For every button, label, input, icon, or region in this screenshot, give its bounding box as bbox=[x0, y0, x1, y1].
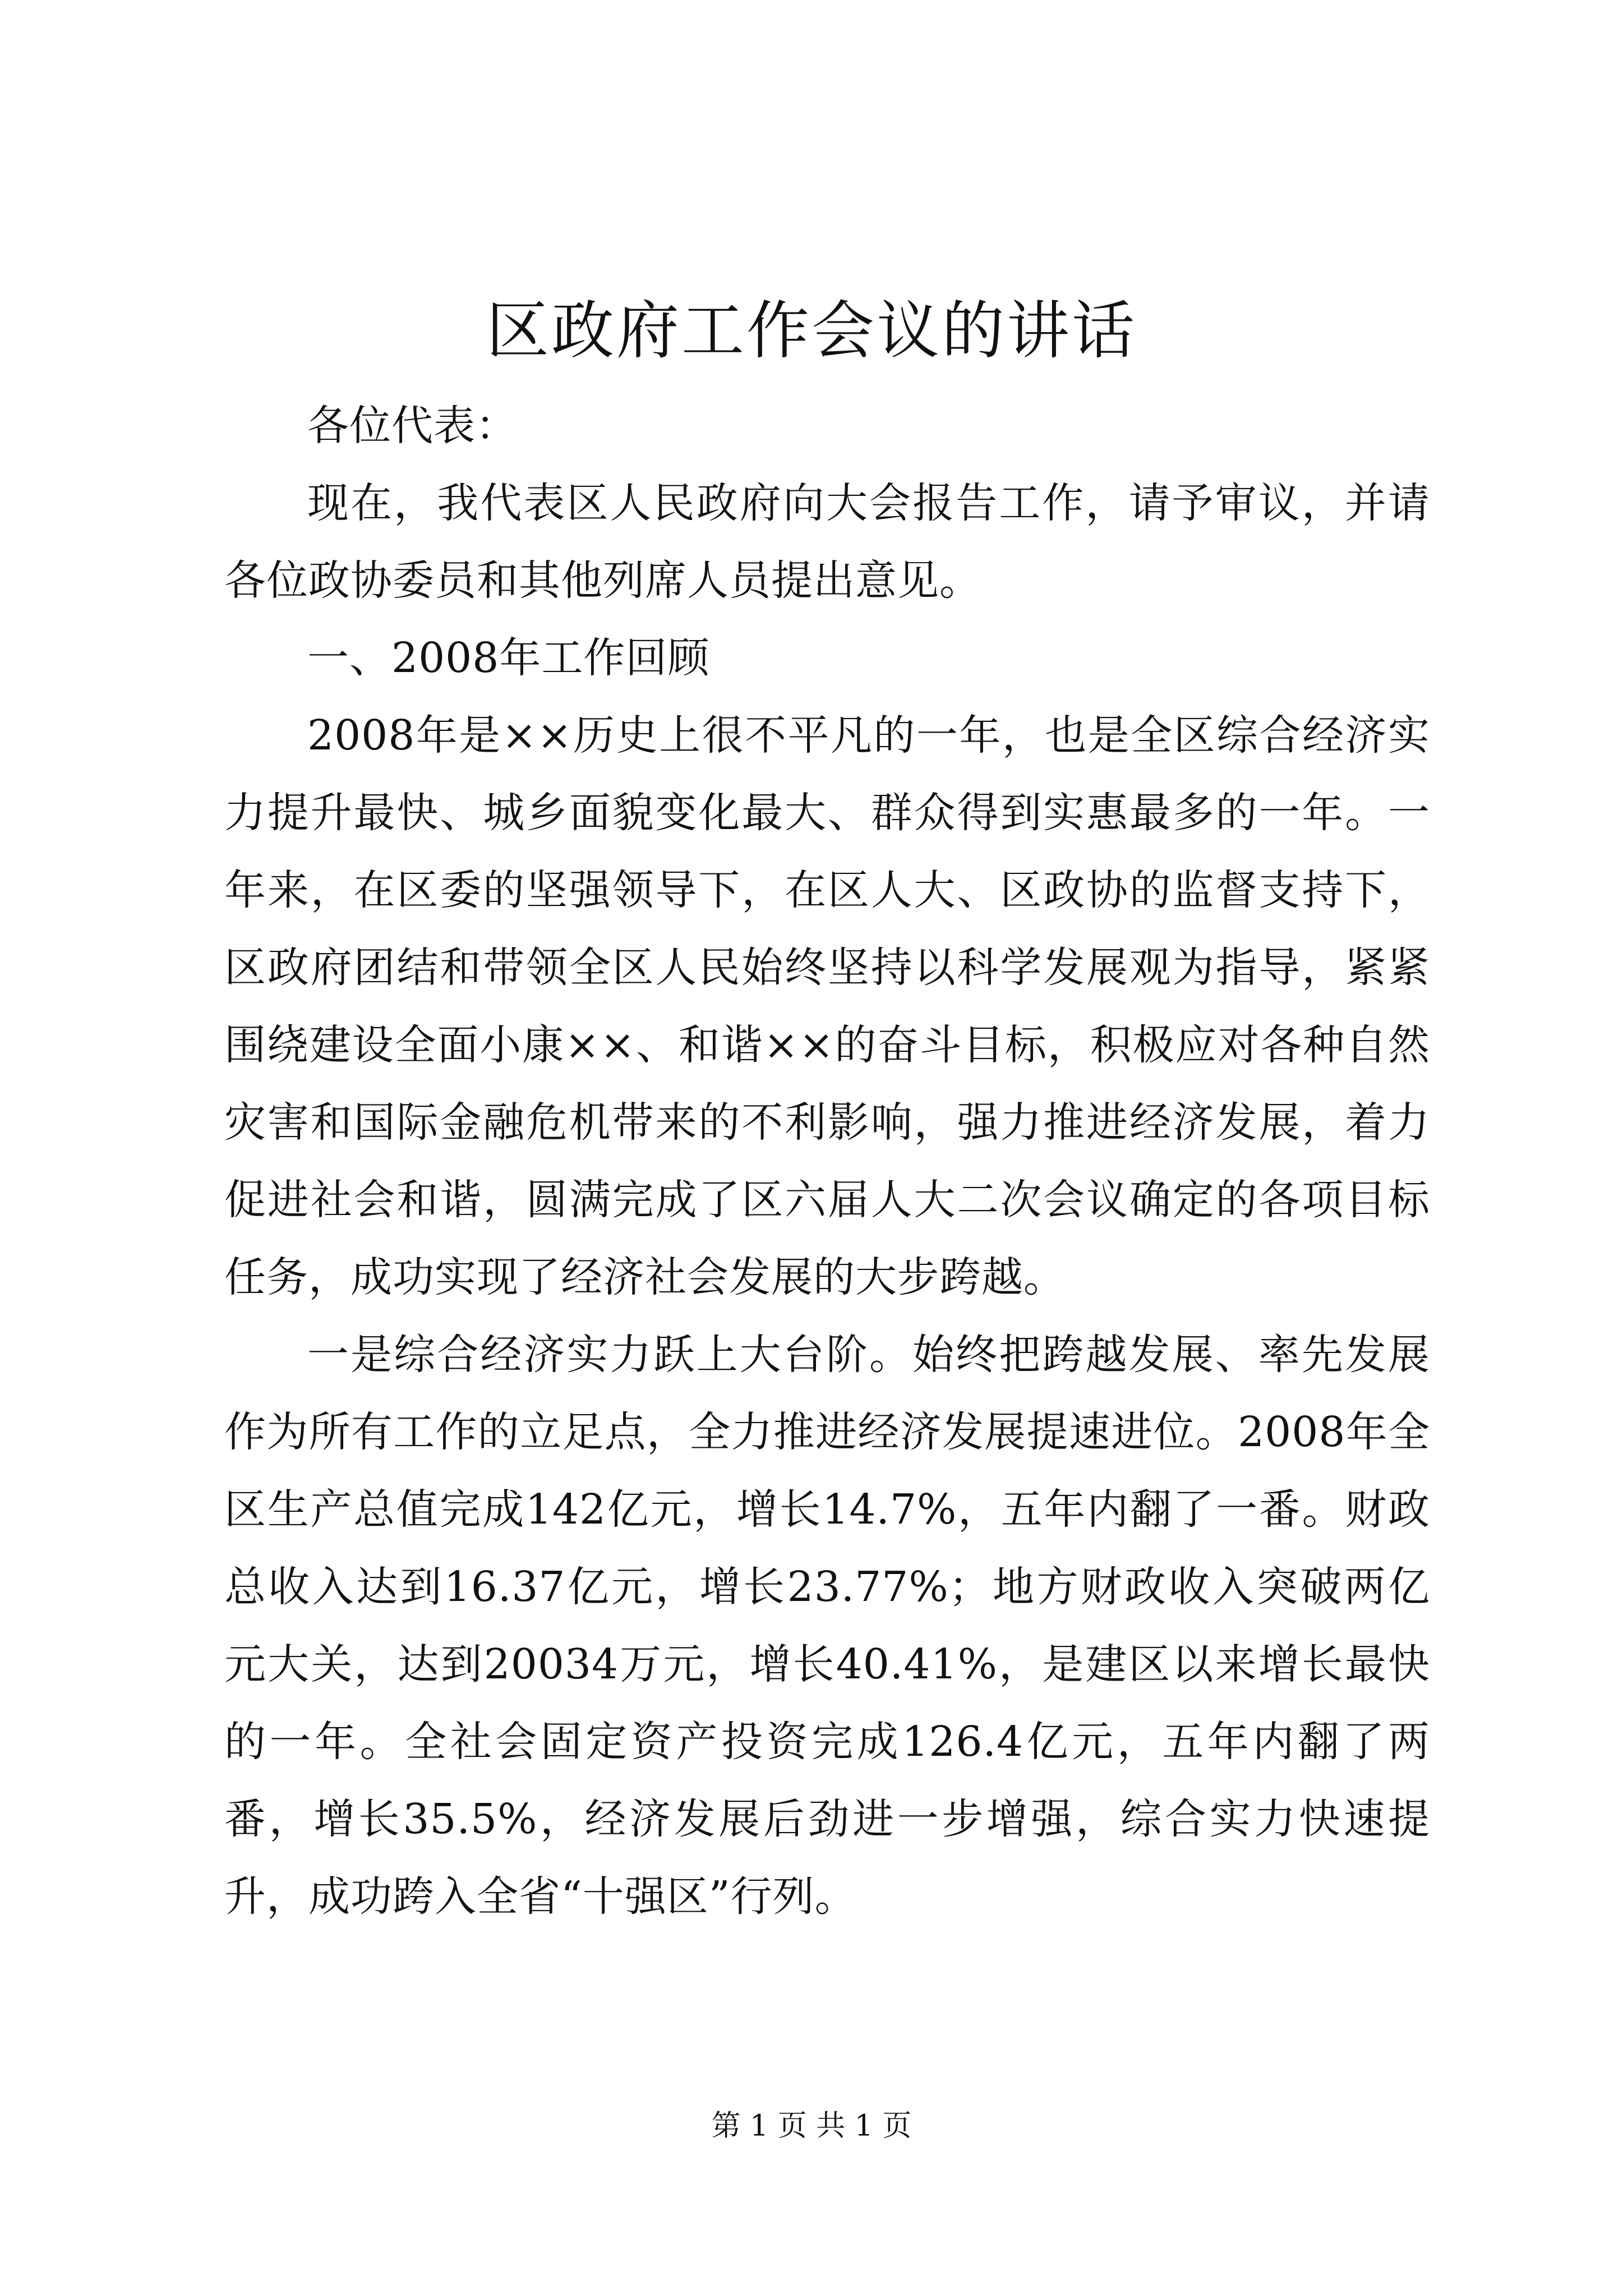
document-body bbox=[224, 387, 1430, 1935]
review-paragraph: 2008年是××历史上很不平凡的一年，也是全区综合经济实力提升最快、城乡面貌变化最大、群众得到实惠最多的一年。一年来，在区委的坚强领导下，在区人大、区政协的监督支持下，区政府团结和带领全区人民始终坚持以科学发展观为指导，紧紧围绕建设全面小康××、和谐××的奋斗目标，积极应对各种自然灾害和国际金融危机带来的不利影响，强力推进经济发展，着力促进社会和谐，圆满完成了区六届人大二次会议确定的各项目标任务，成功实现了经济社会发展的大步跨越。 bbox=[224, 711, 1430, 1301]
page-footer: 第 1 页 共 1 页 bbox=[711, 2109, 912, 2143]
section-heading: 一、2008年工作回顾 bbox=[307, 634, 710, 682]
document-title: 区政府工作会议的讲话 bbox=[486, 295, 1137, 367]
economy-paragraph: 一是综合经济实力跃上大台阶。始终把跨越发展、率先发展作为所有工作的立足点，全力推进经济发展提速进位。2008年全区生产总值完成142亿元，增长14.7%，五年内翻了一番。财政总收入达到16.37亿元，增长23.77%；地方财政收入突破两亿元大关，达到20034万元，增长40.41%，是建区以来增长最快的一年。全社会固定资产投资完成126.4亿元，五年内翻了两番，增长35.5%，经济发展后劲进一步增强，综合实力快速提升，成功跨入全省“十强区”行列。 bbox=[224, 1331, 1430, 1921]
salutation: 各位代表： bbox=[307, 402, 518, 450]
opening-paragraph: 现在，我代表区人民政府向大会报告工作，请予审议，并请各位政协委员和其他列席人员提出意见。 bbox=[224, 479, 1430, 605]
